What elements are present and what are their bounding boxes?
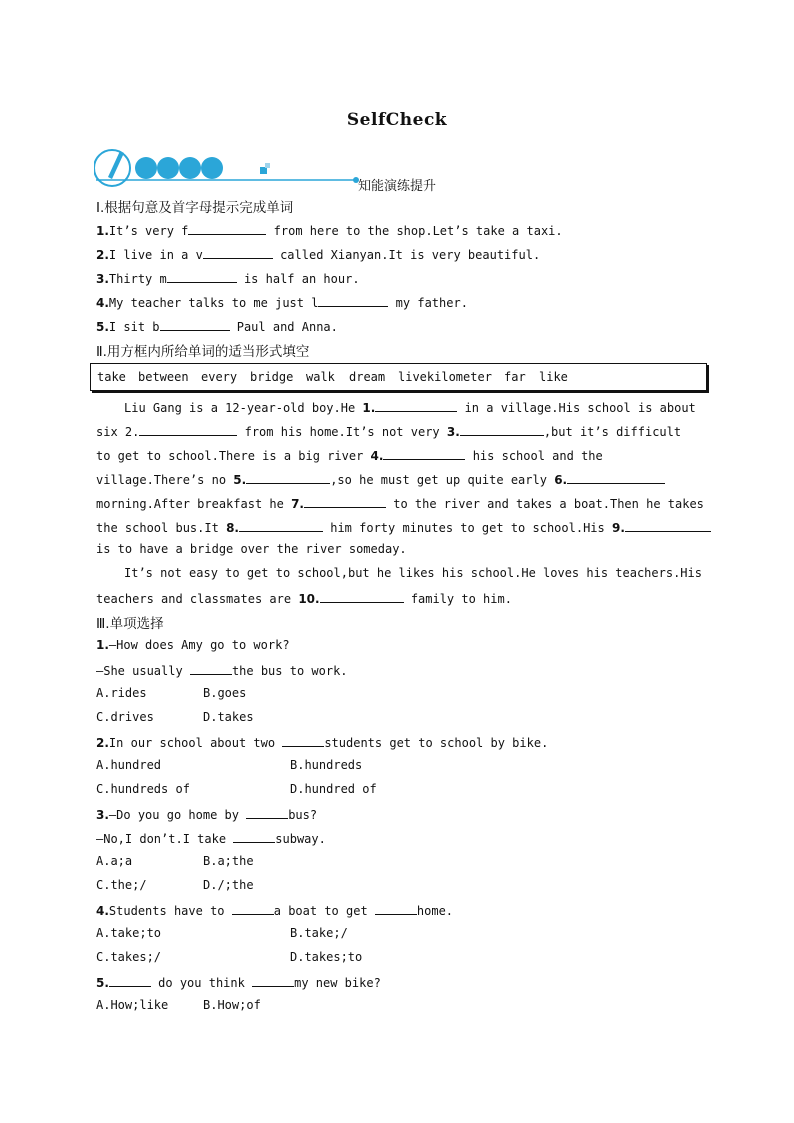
passage-line: six 2. from his home.It’s not very 3. ,but it’s difficult xyxy=(96,425,682,439)
passage-line: morning.After breakfast he 7. to the river and takes a boat.Then he takes xyxy=(96,497,704,511)
answer-blank[interactable] xyxy=(188,222,266,235)
q1-option-b[interactable]: B.goes xyxy=(203,686,247,700)
answer-blank[interactable] xyxy=(318,294,388,307)
q2-option-b[interactable]: B.hundreds xyxy=(290,758,363,772)
word-bank-item: take xyxy=(97,370,126,384)
passage-line: teachers and classmates are 10. family to him. xyxy=(96,592,512,606)
answer-blank[interactable] xyxy=(246,806,288,819)
q4-stem: 4.Students have to a boat to get home. xyxy=(96,904,454,918)
passage-line: village.There’s no 5. ,so he must get up quite early 6. xyxy=(96,471,696,487)
answer-blank[interactable] xyxy=(246,471,330,484)
word-bank-item: walk xyxy=(306,370,335,384)
s1-item-5: 5.I sit b Paul and Anna. xyxy=(96,320,338,334)
q4-option-b[interactable]: B.take;/ xyxy=(290,926,348,940)
answer-blank[interactable] xyxy=(233,830,275,843)
answer-blank[interactable] xyxy=(239,519,323,532)
passage-line: It’s not easy to get to school,but he likes his school.He loves his teachers.His xyxy=(124,566,702,580)
answer-blank[interactable] xyxy=(203,246,273,259)
q2-option-a[interactable]: A.hundred xyxy=(96,758,162,772)
section1-heading: Ⅰ.根据句意及首字母提示完成单词 xyxy=(96,200,294,216)
q1-option-d[interactable]: D.takes xyxy=(203,710,254,724)
s1-item-2: 2.I live in a v called Xianyan.It is very beautiful. xyxy=(96,248,541,262)
passage-line: to get to school.There is a big river 4. his school and the xyxy=(96,449,603,463)
q3-option-b[interactable]: B.a;the xyxy=(203,854,254,868)
answer-blank[interactable] xyxy=(167,270,237,283)
s1-item-3: 3.Thirty m is half an hour. xyxy=(96,272,360,286)
word-bank-item: like xyxy=(539,370,568,384)
passage-line: Liu Gang is a 12-year-old boy.He 1. in a village.His school is about xyxy=(124,401,696,415)
q5-option-b[interactable]: B.How;of xyxy=(203,998,261,1012)
answer-blank[interactable] xyxy=(252,974,294,987)
q1-stem-2: —She usually the bus to work. xyxy=(96,664,348,678)
answer-blank[interactable] xyxy=(109,974,151,987)
word-bank-item: far xyxy=(504,370,526,384)
q4-option-c[interactable]: C.takes;/ xyxy=(96,950,162,964)
answer-blank[interactable] xyxy=(304,495,386,508)
q2-option-d[interactable]: D.hundred of xyxy=(290,782,377,796)
q5-stem: 5. do you think my new bike? xyxy=(96,976,381,990)
word-bank-item: between xyxy=(138,370,189,384)
answer-blank[interactable] xyxy=(190,662,232,675)
q3-stem-2: —No,I don’t.I take subway. xyxy=(96,832,326,846)
word-bank-item: every xyxy=(201,370,238,384)
word-bank-box xyxy=(90,363,707,391)
answer-blank[interactable] xyxy=(232,902,274,915)
s1-item-1: 1.It’s very f from here to the shop.Let’s take a taxi. xyxy=(96,224,563,238)
q4-option-d[interactable]: D.takes;to xyxy=(290,950,363,964)
q3-stem: 3.—Do you go home by bus? xyxy=(96,808,318,822)
answer-blank[interactable] xyxy=(375,902,417,915)
word-bank-item: livekilometer xyxy=(398,370,492,384)
answer-blank[interactable] xyxy=(460,423,544,436)
q1-option-a[interactable]: A.rides xyxy=(96,686,147,700)
q2-stem: 2.In our school about two students get to school by bike. xyxy=(96,736,549,750)
answer-blank[interactable] xyxy=(567,471,665,484)
section3-heading: Ⅲ.单项选择 xyxy=(96,616,164,632)
answer-blank[interactable] xyxy=(625,519,711,532)
q1-stem: 1.—How does Amy go to work? xyxy=(96,638,290,652)
q3-option-d[interactable]: D./;the xyxy=(203,878,254,892)
q3-option-c[interactable]: C.the;/ xyxy=(96,878,147,892)
pencil-icon xyxy=(108,151,124,179)
q2-option-c[interactable]: C.hundreds of xyxy=(96,782,190,796)
word-bank-item: bridge xyxy=(250,370,294,384)
answer-blank[interactable] xyxy=(160,318,230,331)
q4-option-a[interactable]: A.take;to xyxy=(96,926,162,940)
q1-option-c[interactable]: C.drives xyxy=(96,710,154,724)
section2-heading: Ⅱ.用方框内所给单词的适当形式填空 xyxy=(96,344,310,360)
word-bank-item: dream xyxy=(349,370,386,384)
page-title: SelfCheck xyxy=(346,110,448,130)
banner-label: 知能演练提升 xyxy=(358,179,437,194)
q5-option-a[interactable]: A.How;like xyxy=(96,998,169,1012)
answer-blank[interactable] xyxy=(282,734,324,747)
passage-line: is to have a bridge over the river someday. xyxy=(96,542,407,556)
q3-option-a[interactable]: A.a;a xyxy=(96,854,133,868)
answer-blank[interactable] xyxy=(383,447,465,460)
passage-line: the school bus.It 8. him forty minutes to get to school.His 9. xyxy=(96,519,696,535)
s1-item-4: 4.My teacher talks to me just l my father. xyxy=(96,296,468,310)
answer-blank[interactable] xyxy=(375,399,457,412)
answer-blank[interactable] xyxy=(139,423,237,436)
answer-blank[interactable] xyxy=(320,590,404,603)
